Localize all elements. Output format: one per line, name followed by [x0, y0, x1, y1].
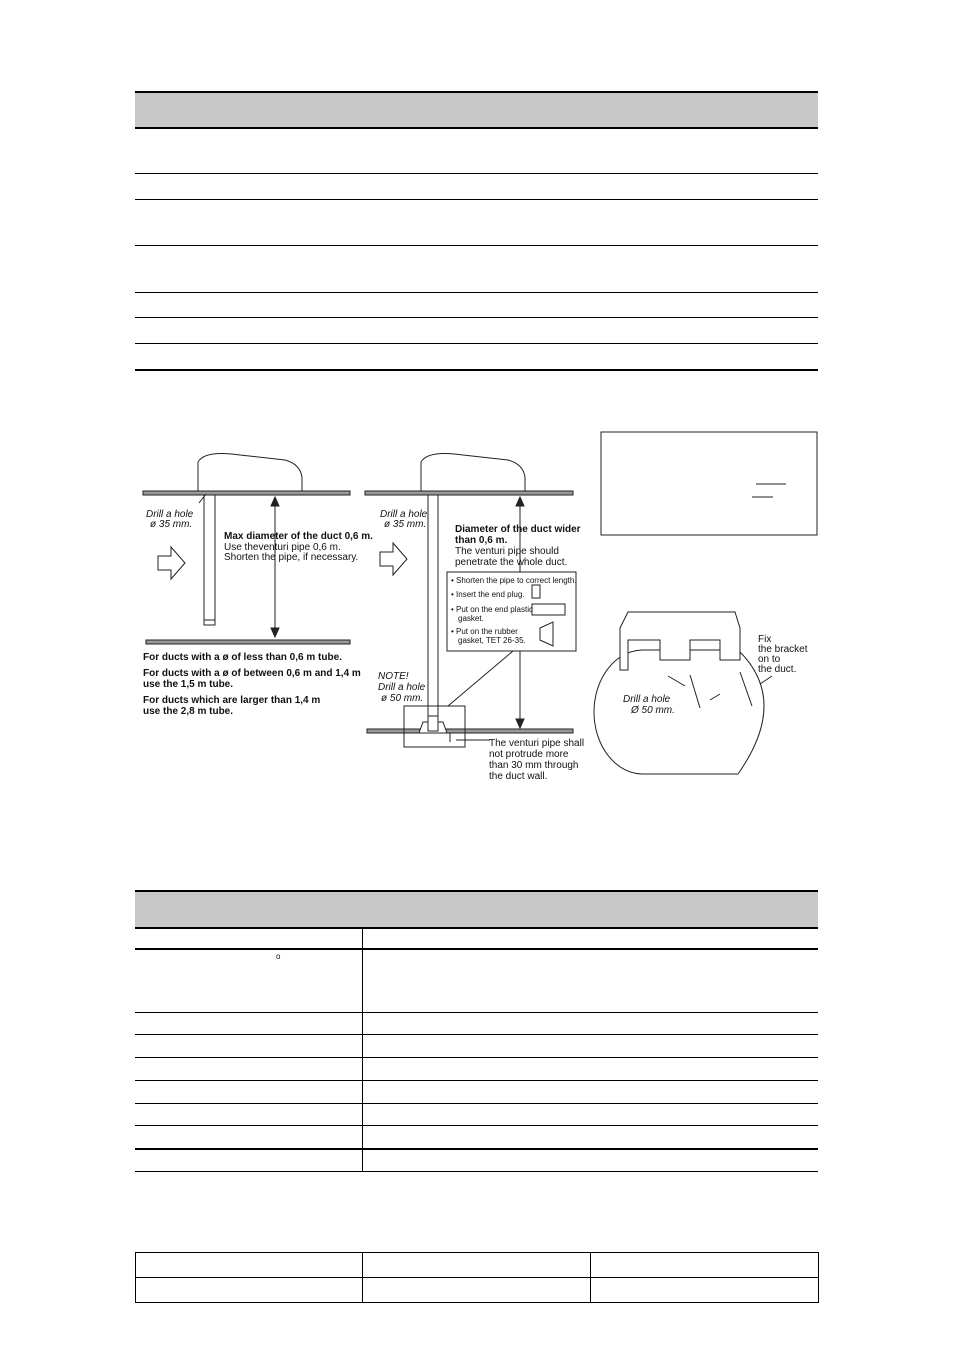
spec-table-bottom-border [135, 1171, 818, 1172]
fix-bracket-label-3: on to [758, 654, 781, 665]
tube-note-1: For ducts with a ø of less than 0,6 m tube. [143, 652, 342, 663]
degree-mark: o [276, 952, 281, 961]
spec-table-divider [135, 1103, 818, 1104]
left-sensor-housing [198, 454, 302, 491]
penetrate-label-1: The venturi pipe should [455, 546, 559, 557]
duct-drill-size: Ø 50 mm. [631, 705, 675, 716]
tube-note-2a: For ducts with a ø of between 0,6 m and 1,4 m [143, 668, 361, 679]
tube-note-2b: use the 1,5 m tube. [143, 679, 234, 690]
note-drill-size: ø 50 mm. [381, 693, 424, 704]
protrude-label-2: not protrude more [489, 749, 569, 760]
shorten-pipe-label: Shorten the pipe, if necessary. [224, 552, 359, 563]
bottom-table-row-divider [135, 1277, 818, 1278]
middle-airflow-arrow [380, 543, 407, 575]
middle-venturi-pipe [428, 495, 438, 717]
duct-drill-label: Drill a hole [623, 694, 671, 705]
use-pipe-label: Use theventuri pipe 0,6 m. [224, 542, 341, 553]
middle-drill-hole-label: Drill a hole [380, 509, 428, 520]
note-label: NOTE! [378, 671, 409, 682]
protrude-label-4: the duct wall. [489, 771, 548, 782]
wider-duct-title-2: than 0,6 m. [455, 535, 508, 546]
left-duct-top-wall [143, 491, 350, 495]
spec-table-divider [135, 1125, 818, 1126]
left-venturi-pipe [204, 495, 215, 625]
step-rubber-gasket-b: gasket, TET 26-35. [458, 636, 526, 645]
middle-sensor-housing [421, 454, 525, 491]
note-drill-label: Drill a hole [378, 682, 426, 693]
fix-bracket-label-4: the duct. [758, 664, 797, 675]
bottom-table-column-divider [590, 1253, 591, 1302]
spec-table-divider [135, 1012, 818, 1013]
spec-table-column-divider [362, 927, 363, 1172]
middle-duct-top-wall [365, 491, 573, 495]
fix-bracket-label-1: Fix [758, 634, 772, 645]
spec-table-divider [135, 948, 818, 950]
wider-duct-title-1: Diameter of the duct wider [455, 524, 581, 535]
step-plastic-gasket-a: • Put on the end plastic [451, 605, 533, 614]
protrude-label-1: The venturi pipe shall [489, 738, 585, 749]
spec-table-divider [135, 1034, 818, 1035]
left-airflow-arrow [158, 547, 185, 579]
protrude-label-3: than 30 mm through [489, 760, 579, 771]
step-rubber-gasket-a: • Put on the rubber [451, 627, 518, 636]
left-duct-bottom-wall [146, 640, 350, 644]
end-plug-symbol [532, 585, 540, 598]
middle-drill-hole-size: ø 35 mm. [384, 519, 427, 530]
spec-table-header [135, 890, 818, 929]
step-end-plug: • Insert the end plug. [451, 590, 525, 599]
step-plastic-gasket-b: gasket. [458, 614, 484, 623]
spec-table-divider [135, 1057, 818, 1058]
fix-bracket-label-2: the bracket [758, 644, 808, 655]
tube-note-3b: use the 2,8 m tube. [143, 706, 234, 717]
max-diameter-title: Max diameter of the duct 0,6 m. [224, 531, 373, 542]
step-shorten: • Shorten the pipe to correct length. [451, 576, 577, 585]
tube-note-3a: For ducts which are larger than 1,4 m [143, 695, 321, 706]
left-drill-hole-label: Drill a hole [146, 509, 194, 520]
left-drill-hole-size: ø 35 mm. [150, 519, 193, 530]
penetrate-label-2: penetrate the whole duct. [455, 557, 568, 568]
middle-duct-bottom-wall [367, 729, 573, 733]
spec-table-divider [135, 1080, 818, 1081]
end-gasket-symbol [532, 604, 565, 615]
bottom-table-column-divider [362, 1253, 363, 1302]
spec-table-divider [135, 1148, 818, 1150]
